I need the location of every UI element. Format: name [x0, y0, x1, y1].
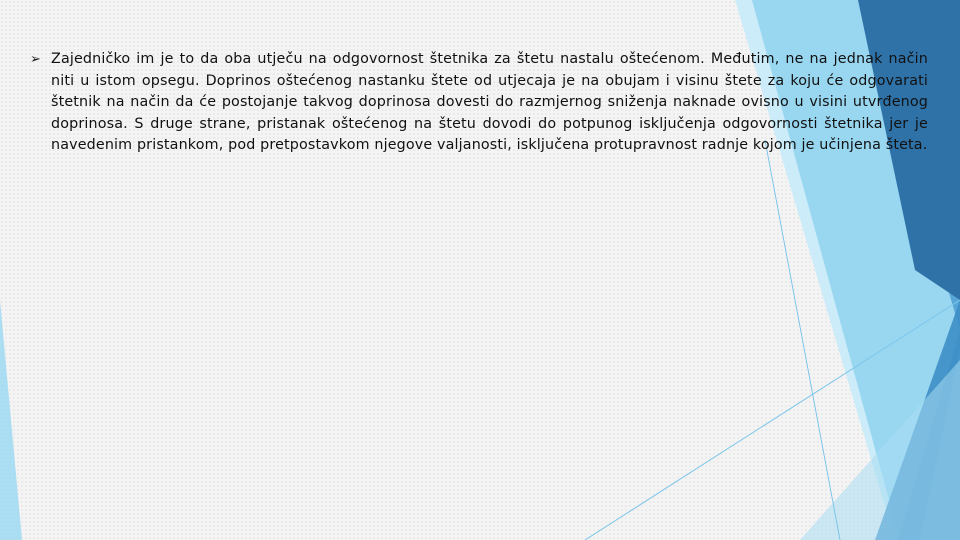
bullet-item: [30, 49, 928, 157]
arrowhead-bullet-icon: ➢: [30, 52, 41, 67]
bullet-paragraph: Zajedničko im je to da oba utječu na odgovornost štetnika za štetu nastalu oštećenom. Međutim, ne na jednak način niti u istom opsegu. Doprinos oštećenog nastanku štete od utjecaja je na obujam i visinu štete za koju će odgovarati štetnik na način da će postojanje takvog doprinosa dovesti do razmjernog sniženja naknade ovisno u visini utvrđenog doprinosa. S druge strane, pristanak oštećenog na štetu dovodi do potpunog isključenja odgovornosti štetnika jer je navedenim pristankom, pod pretpostavkom njegove valjanosti, isključena protupravnost radnje kojom je učinjena šteta.: [51, 51, 928, 153]
slide-content: [30, 49, 928, 157]
left-edge-triangle: [0, 300, 22, 540]
